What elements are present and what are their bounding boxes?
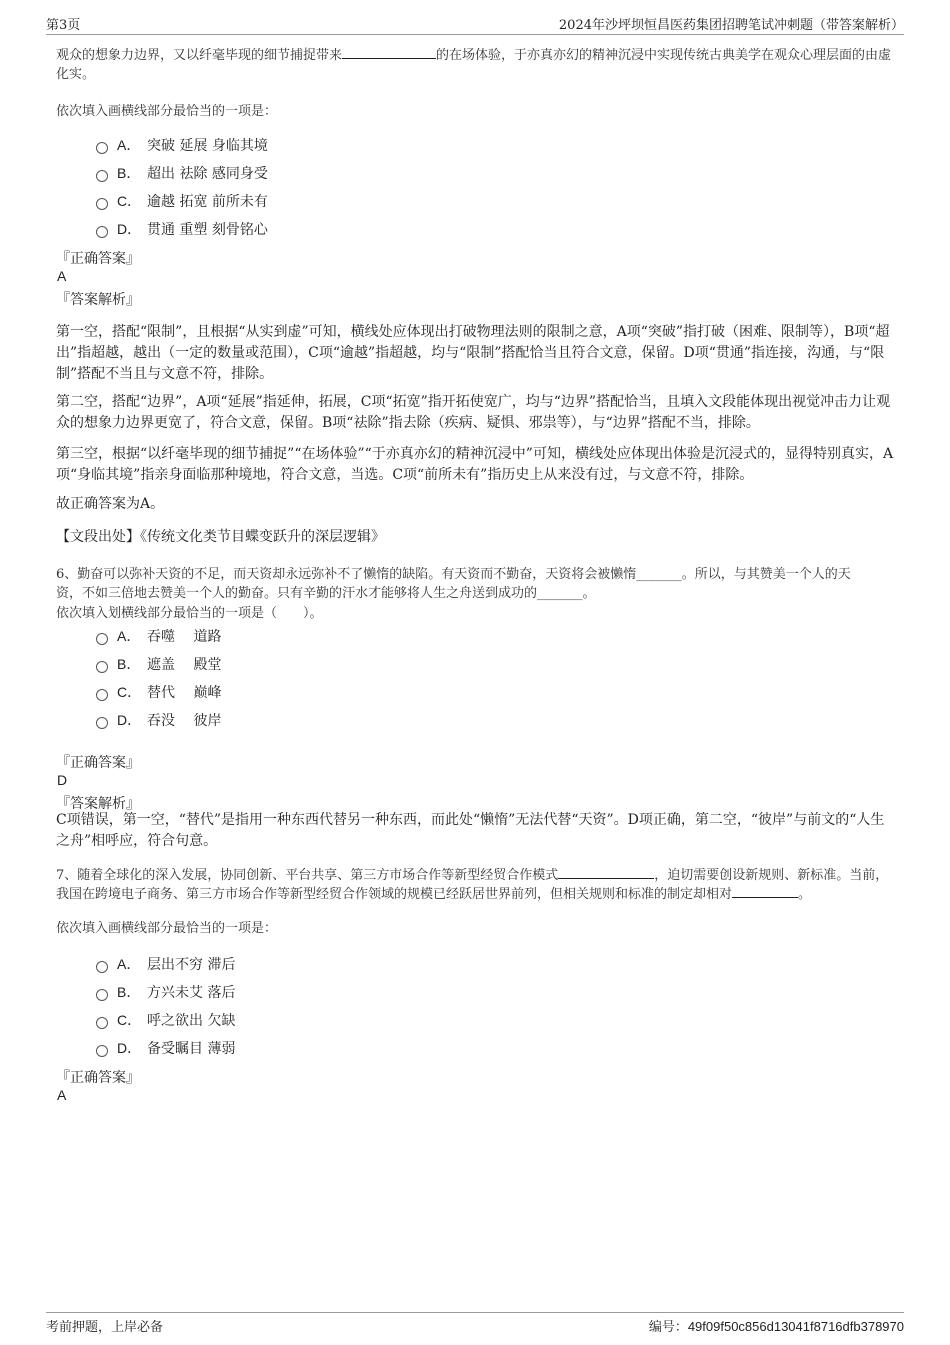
footer-code-label: 编号： [648, 1320, 688, 1335]
radio-icon[interactable] [96, 689, 108, 701]
page-header [46, 12, 904, 35]
radio-icon[interactable] [96, 961, 108, 973]
q5-analysis-label: 『答案解析』 [56, 292, 140, 308]
q7-option-a[interactable]: A． 层出不穷 滞后 [96, 950, 235, 978]
q5-analysis-3: 第三空，根据“以纤毫毕现的细节捕捉”“在场体验”“于亦真亦幻的精神沉浸中”可知，横线处应体现出体验是沉浸式的，显得特别真实，A项“身临其境”指亲身面临那种境地，符合文意，当选。C项“前所未有”指历史上从来没有过，与文意不符，排除。 [56, 446, 894, 483]
q5-stem-part1: 观众的想象力边界，又以纤毫毕现的细节捕捉带来 [56, 48, 343, 63]
q5-analysis-2: 第二空，搭配“边界”，A项“延展”指延伸，拓展，C项“拓宽”指开拓使宽广，均与“边界”搭配恰当，且填入文段能体现出视觉冲击力让观众的想象力边界更宽了，符合文意，保留。B项“祛除”指去除（疾病、疑惧、邪祟等），与“边界”搭配不当，排除。 [56, 394, 891, 431]
q6-stem-line2: 资，不如三倍地去赞美一个人的勤奋。只有辛勤的汗水才能够将人生之舟送到成功的_______。 [56, 586, 596, 601]
footer-code-value: 49f09f50c856d13041f8716dfb378970 [687, 1319, 904, 1334]
q7-options [96, 950, 235, 1062]
radio-icon[interactable] [96, 661, 108, 673]
q7-answer-label: 『正确答案』 [56, 1070, 140, 1086]
q7-blank-1 [558, 866, 654, 879]
q5-blank [342, 46, 436, 59]
q5-analysis-conclusion: 故正确答案为A。 [56, 496, 165, 512]
q7-option-b[interactable]: B． 方兴未艾 落后 [96, 978, 235, 1006]
radio-icon[interactable] [96, 1017, 108, 1029]
q6-analysis: C项错误，第一空，“替代”是指用一种东西代替另一种东西，而此处“懒惰”无法代替“天资”。D项正确，第二空，“彼岸”与前文的“人生之舟”相呼应，符合句意。 [56, 812, 885, 849]
q5-stem-part2: 的在场体验，于亦真亦幻的精神沉浸中实现传统古典美学在观众心理层面的由虚化实。 [56, 48, 892, 82]
q5-option-c[interactable]: C． 逾越 拓宽 前所未有 [96, 187, 268, 215]
q5-option-b[interactable]: B． 超出 祛除 感同身受 [96, 159, 268, 187]
q5-answer: A [57, 268, 67, 284]
q7-answer: A [57, 1087, 67, 1103]
page-footer [46, 1312, 904, 1337]
q6-option-d[interactable]: D． 吞没 彼岸 [96, 706, 221, 734]
q6-answer: D [57, 772, 68, 788]
q5-analysis-1: 第一空，搭配“限制”，且根据“从实到虚”可知，横线处应体现出打破物理法则的限制之意，A项“突破”指打破（困难、限制等），B项“超出”指超越，越出（一定的数量或范围），C项“逾越”指超越，均与“限制”搭配恰当且符合文意，保留。D项“贯通”指连接，沟通，与“限制”搭配不当且与文意不符，排除。 [56, 324, 890, 382]
radio-icon[interactable] [96, 1045, 108, 1057]
q7-stem [56, 866, 894, 904]
q6-option-a[interactable]: A． 吞噬 道路 [96, 622, 221, 650]
q7-stem-part1: 7、随着全球化的深入发展，协同创新、平台共享、第三方市场合作等新型经贸合作模式 [56, 868, 559, 883]
radio-icon[interactable] [96, 142, 108, 154]
q7-option-c[interactable]: C． 呼之欲出 欠缺 [96, 1006, 235, 1034]
document-title: 2024年沙坪坝恒昌医药集团招聘笔试冲刺题（带答案解析） [558, 18, 904, 33]
radio-icon[interactable] [96, 198, 108, 210]
footer-code [649, 1316, 904, 1335]
q5-source: 【文段出处】《传统文化类节目蝶变跃升的深层逻辑》 [56, 529, 385, 545]
page-number: 第3页 [46, 18, 81, 33]
q5-stem [56, 46, 894, 84]
q7-prompt: 依次填入画横线部分最恰当的一项是： [56, 921, 278, 936]
radio-icon[interactable] [96, 717, 108, 729]
q5-option-a[interactable]: A． 突破 延展 身临其境 [96, 131, 268, 159]
radio-icon[interactable] [96, 226, 108, 238]
radio-icon[interactable] [96, 989, 108, 1001]
q6-analysis-label: 『答案解析』 [56, 796, 140, 812]
q7-stem-part3: 。 [798, 887, 812, 902]
q6-answer-label: 『正确答案』 [56, 755, 140, 771]
radio-icon[interactable] [96, 633, 108, 645]
q7-option-d[interactable]: D． 备受瞩目 薄弱 [96, 1034, 235, 1062]
q6-options [96, 622, 221, 734]
q7-stem-part2: ，迫切需要创设新规则、新标准。当前，我国在跨境电子商务、第三方市场合作等新型经贸合作领域的规模已经跃居世界前列，但相关规则和标准的制定却相对 [56, 868, 889, 902]
q6-option-b[interactable]: B． 遮盖 殿堂 [96, 650, 221, 678]
q7-blank-2 [732, 885, 798, 898]
q5-option-d[interactable]: D． 贯通 重塑 刻骨铭心 [96, 215, 268, 243]
footer-slogan: 考前押题，上岸必备 [46, 1320, 164, 1335]
q6-stem-line1: 6、勤奋可以弥补天资的不足，而天资却永远弥补不了懒惰的缺陷。有天资而不勤奋，天资将会被懒惰_______。所以，与其赞美一个人的天 [56, 567, 851, 582]
q6-option-c[interactable]: C． 替代 巅峰 [96, 678, 221, 706]
q5-answer-label: 『正确答案』 [56, 251, 140, 267]
radio-icon[interactable] [96, 170, 108, 182]
q5-prompt: 依次填入画横线部分最恰当的一项是： [56, 104, 278, 119]
q5-options [96, 131, 268, 243]
q6-prompt: 依次填入划横线部分最恰当的一项是（ ）。 [56, 606, 323, 621]
